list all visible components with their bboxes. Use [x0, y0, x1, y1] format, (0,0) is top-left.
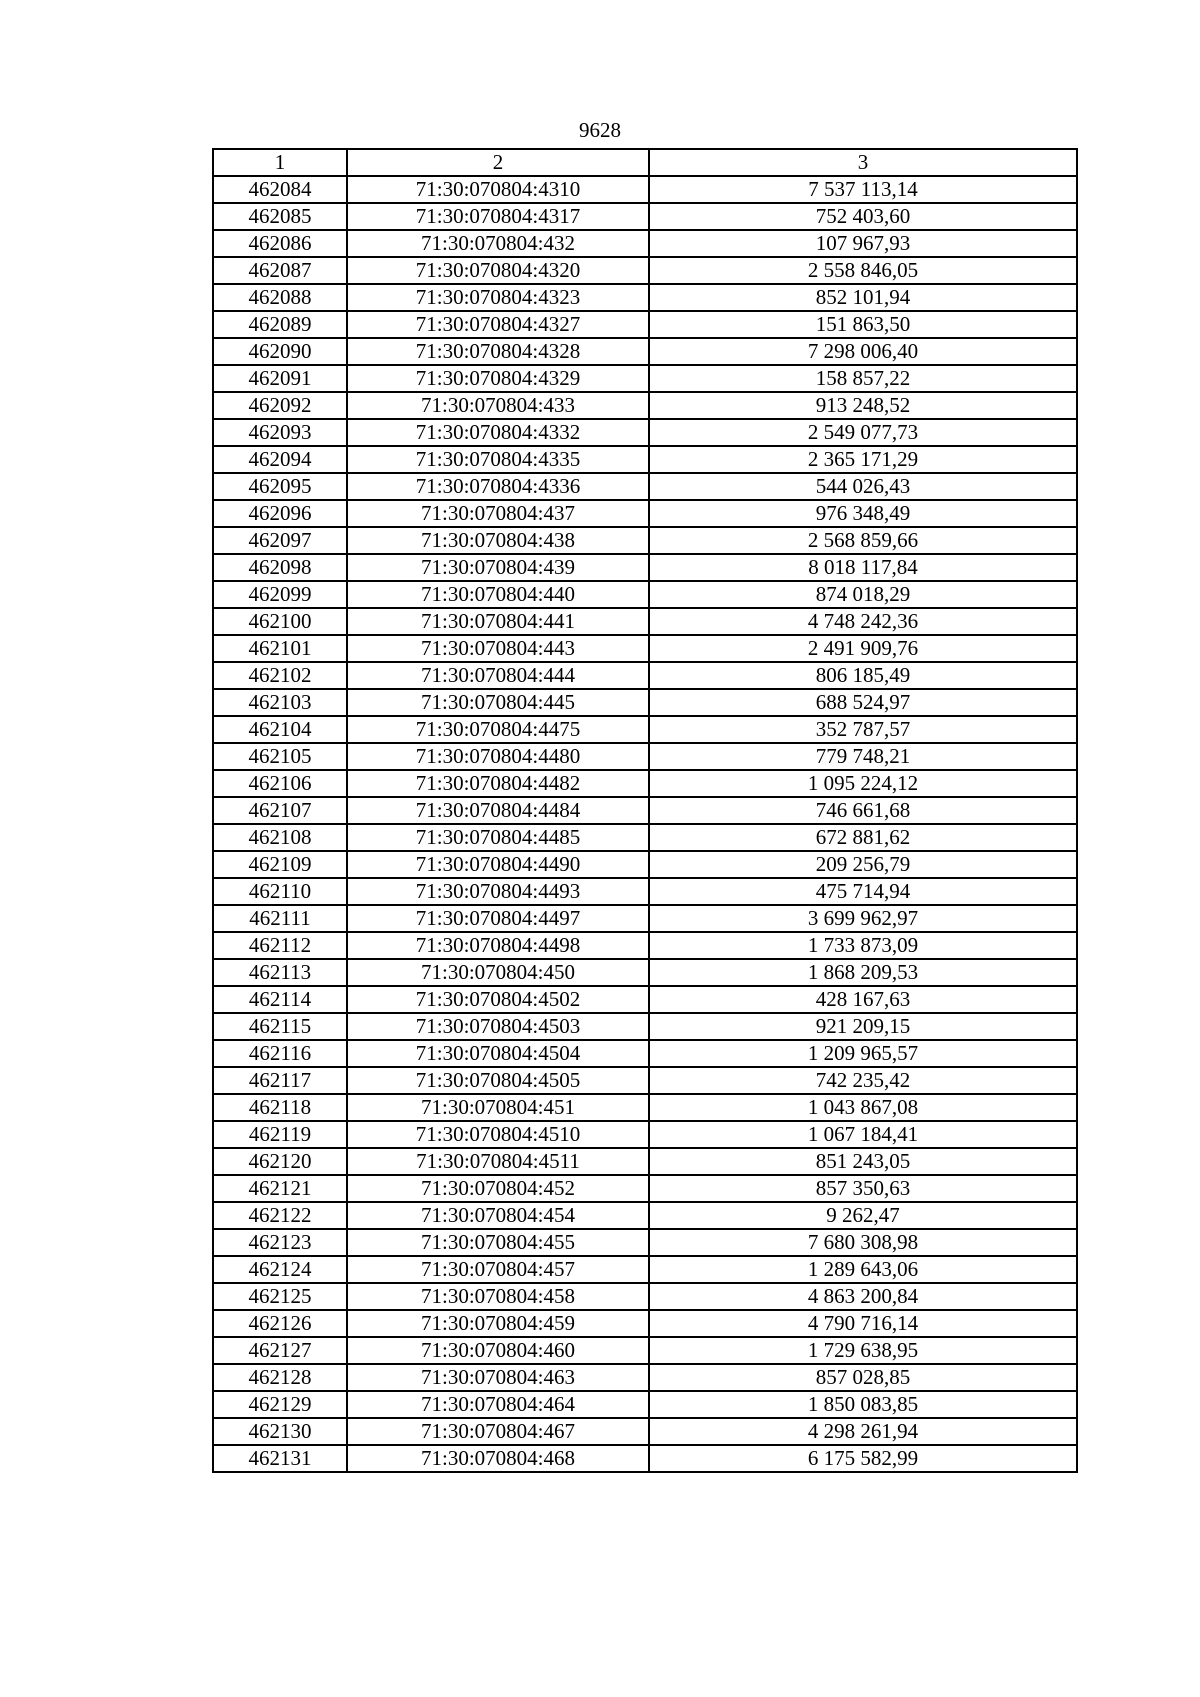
table-row [213, 1364, 1077, 1391]
row-id-cell: 462101 [213, 635, 347, 662]
row-id-cell: 462106 [213, 770, 347, 797]
cadastral-value-cell: 672 881,62 [649, 824, 1077, 851]
table-row [213, 1391, 1077, 1418]
table-row [213, 176, 1077, 203]
cadastral-number-cell: 71:30:070804:4336 [347, 473, 649, 500]
cadastral-value-cell: 913 248,52 [649, 392, 1077, 419]
row-id-cell: 462095 [213, 473, 347, 500]
table-row [213, 851, 1077, 878]
cadastral-number-cell: 71:30:070804:443 [347, 635, 649, 662]
cadastral-value-cell: 1 095 224,12 [649, 770, 1077, 797]
cadastral-value-cell: 4 298 261,94 [649, 1418, 1077, 1445]
cadastral-value-cell: 1 729 638,95 [649, 1337, 1077, 1364]
table-row [213, 1175, 1077, 1202]
row-id-cell: 462088 [213, 284, 347, 311]
cadastral-number-cell: 71:30:070804:454 [347, 1202, 649, 1229]
cadastral-number-cell: 71:30:070804:467 [347, 1418, 649, 1445]
cadastral-value-cell: 6 175 582,99 [649, 1445, 1077, 1472]
table-row [213, 392, 1077, 419]
row-id-cell: 462118 [213, 1094, 347, 1121]
row-id-cell: 462121 [213, 1175, 347, 1202]
cadastral-value-cell: 1 850 083,85 [649, 1391, 1077, 1418]
cadastral-number-cell: 71:30:070804:4320 [347, 257, 649, 284]
row-id-cell: 462096 [213, 500, 347, 527]
cadastral-value-cell: 2 568 859,66 [649, 527, 1077, 554]
row-id-cell: 462129 [213, 1391, 347, 1418]
cadastral-value-cell: 3 699 962,97 [649, 905, 1077, 932]
cadastral-value-cell: 1 043 867,08 [649, 1094, 1077, 1121]
cadastral-value-cell: 857 028,85 [649, 1364, 1077, 1391]
row-id-cell: 462128 [213, 1364, 347, 1391]
cadastral-number-cell: 71:30:070804:4328 [347, 338, 649, 365]
table-row [213, 203, 1077, 230]
cadastral-number-cell: 71:30:070804:4511 [347, 1148, 649, 1175]
cadastral-value-cell: 151 863,50 [649, 311, 1077, 338]
table-row [213, 689, 1077, 716]
table-body [213, 149, 1077, 1472]
cadastral-value-cell: 1 289 643,06 [649, 1256, 1077, 1283]
row-id-cell: 462109 [213, 851, 347, 878]
cadastral-number-cell: 71:30:070804:4502 [347, 986, 649, 1013]
cadastral-value-cell: 9 262,47 [649, 1202, 1077, 1229]
row-id-cell: 462123 [213, 1229, 347, 1256]
cadastral-value-cell: 806 185,49 [649, 662, 1077, 689]
row-id-cell: 462093 [213, 419, 347, 446]
table-row [213, 662, 1077, 689]
cadastral-number-cell: 71:30:070804:4329 [347, 365, 649, 392]
table-row [213, 1337, 1077, 1364]
cadastral-number-cell: 71:30:070804:460 [347, 1337, 649, 1364]
table-row [213, 1067, 1077, 1094]
cadastral-number-cell: 71:30:070804:464 [347, 1391, 649, 1418]
table-row [213, 986, 1077, 1013]
table-row [213, 824, 1077, 851]
row-id-cell: 462089 [213, 311, 347, 338]
row-id-cell: 462100 [213, 608, 347, 635]
cadastral-value-cell: 976 348,49 [649, 500, 1077, 527]
row-id-cell: 462110 [213, 878, 347, 905]
cadastral-value-cell: 2 549 077,73 [649, 419, 1077, 446]
cadastral-value-cell: 1 209 965,57 [649, 1040, 1077, 1067]
cadastral-number-cell: 71:30:070804:445 [347, 689, 649, 716]
row-id-cell: 462108 [213, 824, 347, 851]
cadastral-number-cell: 71:30:070804:4485 [347, 824, 649, 851]
cadastral-value-cell: 2 491 909,76 [649, 635, 1077, 662]
table-row [213, 1121, 1077, 1148]
cadastral-number-cell: 71:30:070804:4503 [347, 1013, 649, 1040]
cadastral-number-cell: 71:30:070804:4490 [347, 851, 649, 878]
table-row [213, 932, 1077, 959]
table-row [213, 338, 1077, 365]
row-id-cell: 462090 [213, 338, 347, 365]
table-row [213, 1445, 1077, 1472]
row-id-cell: 462091 [213, 365, 347, 392]
cadastral-value-cell: 2 365 171,29 [649, 446, 1077, 473]
cadastral-number-cell: 71:30:070804:451 [347, 1094, 649, 1121]
cadastral-value-cell: 544 026,43 [649, 473, 1077, 500]
row-id-cell: 462086 [213, 230, 347, 257]
cadastral-value-cell: 1 868 209,53 [649, 959, 1077, 986]
cadastral-number-cell: 71:30:070804:437 [347, 500, 649, 527]
cadastral-number-cell: 71:30:070804:455 [347, 1229, 649, 1256]
table-row [213, 959, 1077, 986]
cadastral-value-cell: 742 235,42 [649, 1067, 1077, 1094]
row-id-cell: 462124 [213, 1256, 347, 1283]
table-row [213, 311, 1077, 338]
cadastral-number-cell: 71:30:070804:441 [347, 608, 649, 635]
column-number-1: 1 [213, 149, 347, 176]
cadastral-number-cell: 71:30:070804:4310 [347, 176, 649, 203]
cadastral-value-cell: 752 403,60 [649, 203, 1077, 230]
page-number: 9628 [579, 118, 621, 142]
cadastral-number-cell: 71:30:070804:457 [347, 1256, 649, 1283]
row-id-cell: 462104 [213, 716, 347, 743]
cadastral-number-cell: 71:30:070804:4498 [347, 932, 649, 959]
cadastral-value-cell: 428 167,63 [649, 986, 1077, 1013]
table-row [213, 1283, 1077, 1310]
row-id-cell: 462102 [213, 662, 347, 689]
table-row [213, 365, 1077, 392]
table-row [213, 581, 1077, 608]
cadastral-value-cell: 688 524,97 [649, 689, 1077, 716]
cadastral-number-cell: 71:30:070804:4335 [347, 446, 649, 473]
table-row [213, 1229, 1077, 1256]
row-id-cell: 462098 [213, 554, 347, 581]
cadastral-number-cell: 71:30:070804:4332 [347, 419, 649, 446]
cadastral-number-cell: 71:30:070804:459 [347, 1310, 649, 1337]
cadastral-value-cell: 7 680 308,98 [649, 1229, 1077, 1256]
table-row [213, 608, 1077, 635]
cadastral-number-cell: 71:30:070804:468 [347, 1445, 649, 1472]
table-row [213, 473, 1077, 500]
cadastral-number-cell: 71:30:070804:452 [347, 1175, 649, 1202]
cadastral-number-cell: 71:30:070804:4475 [347, 716, 649, 743]
table-row [213, 1148, 1077, 1175]
row-id-cell: 462099 [213, 581, 347, 608]
row-id-cell: 462087 [213, 257, 347, 284]
table-row [213, 554, 1077, 581]
cadastral-value-cell: 4 790 716,14 [649, 1310, 1077, 1337]
table-row [213, 878, 1077, 905]
table-row [213, 500, 1077, 527]
table-row [213, 743, 1077, 770]
cadastral-value-cell: 921 209,15 [649, 1013, 1077, 1040]
table-row [213, 1256, 1077, 1283]
row-id-cell: 462085 [213, 203, 347, 230]
table-row [213, 770, 1077, 797]
cadastral-number-cell: 71:30:070804:458 [347, 1283, 649, 1310]
column-number-2: 2 [347, 149, 649, 176]
row-id-cell: 462131 [213, 1445, 347, 1472]
cadastral-number-cell: 71:30:070804:4493 [347, 878, 649, 905]
cadastral-number-cell: 71:30:070804:438 [347, 527, 649, 554]
cadastral-value-cell: 1 733 873,09 [649, 932, 1077, 959]
cadastral-value-cell: 4 748 242,36 [649, 608, 1077, 635]
row-id-cell: 462130 [213, 1418, 347, 1445]
table-row [213, 1040, 1077, 1067]
cadastral-value-cell: 7 537 113,14 [649, 176, 1077, 203]
cadastral-value-cell: 2 558 846,05 [649, 257, 1077, 284]
table-row [213, 716, 1077, 743]
table-row [213, 257, 1077, 284]
table-row [213, 1013, 1077, 1040]
cadastral-value-cell: 779 748,21 [649, 743, 1077, 770]
row-id-cell: 462127 [213, 1337, 347, 1364]
row-id-cell: 462105 [213, 743, 347, 770]
cadastral-number-cell: 71:30:070804:4505 [347, 1067, 649, 1094]
row-id-cell: 462111 [213, 905, 347, 932]
row-id-cell: 462119 [213, 1121, 347, 1148]
table-row [213, 419, 1077, 446]
cadastral-value-cell: 8 018 117,84 [649, 554, 1077, 581]
row-id-cell: 462115 [213, 1013, 347, 1040]
row-id-cell: 462117 [213, 1067, 347, 1094]
table-header-row [213, 149, 1077, 176]
column-number-3: 3 [649, 149, 1077, 176]
row-id-cell: 462114 [213, 986, 347, 1013]
cadastral-value-cell: 746 661,68 [649, 797, 1077, 824]
cadastral-value-cell: 1 067 184,41 [649, 1121, 1077, 1148]
table-row [213, 1310, 1077, 1337]
row-id-cell: 462122 [213, 1202, 347, 1229]
table-row [213, 1094, 1077, 1121]
cadastral-number-cell: 71:30:070804:439 [347, 554, 649, 581]
table-row [213, 635, 1077, 662]
cadastral-value-table [212, 148, 1078, 1473]
cadastral-number-cell: 71:30:070804:4482 [347, 770, 649, 797]
cadastral-number-cell: 71:30:070804:4317 [347, 203, 649, 230]
row-id-cell: 462112 [213, 932, 347, 959]
row-id-cell: 462126 [213, 1310, 347, 1337]
cadastral-number-cell: 71:30:070804:433 [347, 392, 649, 419]
table-row [213, 446, 1077, 473]
table-row [213, 905, 1077, 932]
table-row [213, 284, 1077, 311]
cadastral-value-cell: 852 101,94 [649, 284, 1077, 311]
cadastral-number-cell: 71:30:070804:4510 [347, 1121, 649, 1148]
cadastral-number-cell: 71:30:070804:432 [347, 230, 649, 257]
cadastral-value-cell: 857 350,63 [649, 1175, 1077, 1202]
cadastral-value-cell: 158 857,22 [649, 365, 1077, 392]
row-id-cell: 462107 [213, 797, 347, 824]
cadastral-number-cell: 71:30:070804:4323 [347, 284, 649, 311]
cadastral-number-cell: 71:30:070804:4480 [347, 743, 649, 770]
cadastral-number-cell: 71:30:070804:4497 [347, 905, 649, 932]
cadastral-number-cell: 71:30:070804:4504 [347, 1040, 649, 1067]
table-row [213, 527, 1077, 554]
cadastral-number-cell: 71:30:070804:4484 [347, 797, 649, 824]
cadastral-value-cell: 874 018,29 [649, 581, 1077, 608]
cadastral-number-cell: 71:30:070804:444 [347, 662, 649, 689]
cadastral-number-cell: 71:30:070804:463 [347, 1364, 649, 1391]
row-id-cell: 462116 [213, 1040, 347, 1067]
row-id-cell: 462084 [213, 176, 347, 203]
cadastral-value-cell: 851 243,05 [649, 1148, 1077, 1175]
cadastral-value-cell: 7 298 006,40 [649, 338, 1077, 365]
cadastral-value-cell: 475 714,94 [649, 878, 1077, 905]
table-row [213, 797, 1077, 824]
row-id-cell: 462113 [213, 959, 347, 986]
cadastral-number-cell: 71:30:070804:440 [347, 581, 649, 608]
cadastral-value-cell: 209 256,79 [649, 851, 1077, 878]
row-id-cell: 462125 [213, 1283, 347, 1310]
table-row [213, 230, 1077, 257]
table-row [213, 1418, 1077, 1445]
cadastral-number-cell: 71:30:070804:450 [347, 959, 649, 986]
row-id-cell: 462094 [213, 446, 347, 473]
row-id-cell: 462120 [213, 1148, 347, 1175]
row-id-cell: 462103 [213, 689, 347, 716]
table-row [213, 1202, 1077, 1229]
row-id-cell: 462097 [213, 527, 347, 554]
cadastral-value-cell: 352 787,57 [649, 716, 1077, 743]
cadastral-value-cell: 107 967,93 [649, 230, 1077, 257]
row-id-cell: 462092 [213, 392, 347, 419]
cadastral-value-cell: 4 863 200,84 [649, 1283, 1077, 1310]
cadastral-number-cell: 71:30:070804:4327 [347, 311, 649, 338]
